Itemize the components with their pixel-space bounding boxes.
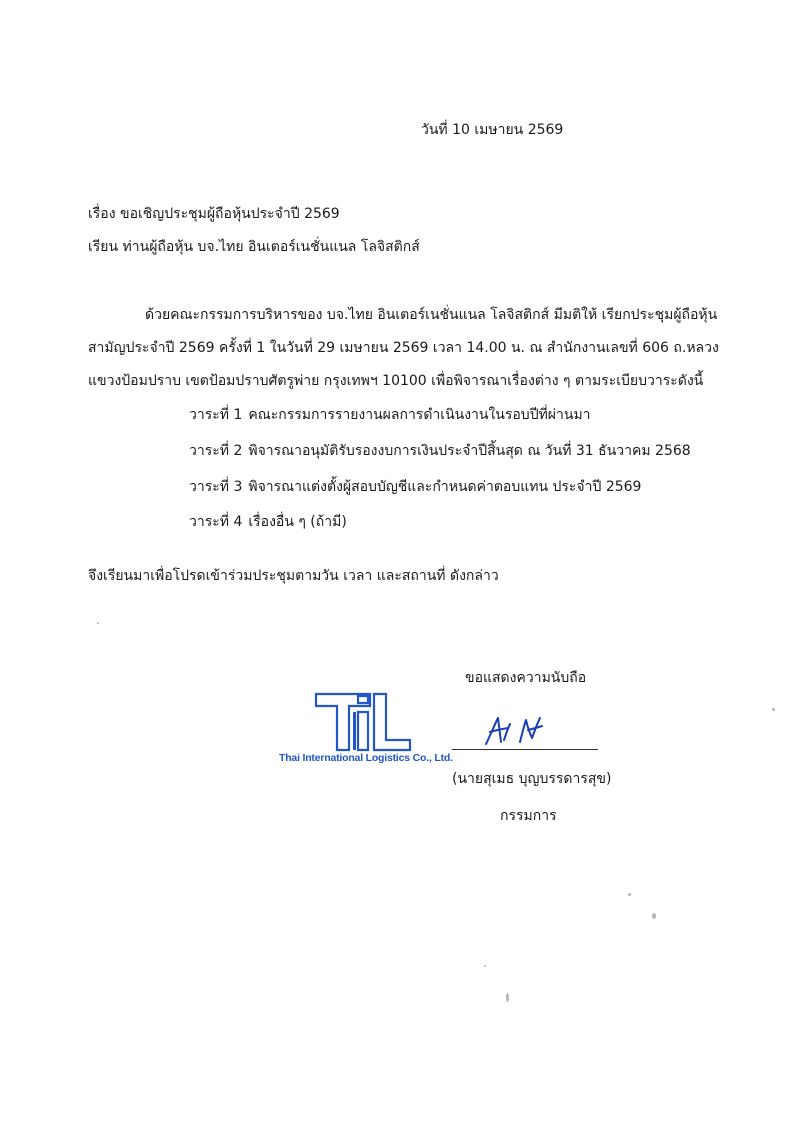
agenda-item xyxy=(189,441,691,461)
body-paragraph-line: แขวงป้อมปราบ เขตป้อมปราบศัตรูพ่าย กรุงเทพฯ 10100 เพื่อพิจารณาเรื่องต่าง ๆ ตามระเบียบวาระดังนี้ xyxy=(88,373,704,389)
closing-sentence: จึงเรียนมาเพื่อโปรดเข้าร่วมประชุมตามวัน เวลา และสถานที่ ดังกล่าว xyxy=(88,568,499,584)
regards-text: ขอแสดงความนับถือ xyxy=(465,670,587,686)
agenda-item xyxy=(189,405,591,425)
agenda-label: วาระที่ 4 xyxy=(189,514,243,530)
body-paragraph-line: สามัญประจำปี 2569 ครั้งที่ 1 ในวันที่ 29 เมษายน 2569 เวลา 14.00 น. ณ สำนักงานเลขที่ 606 ถ.หลวง xyxy=(88,340,719,356)
agenda-label: วาระที่ 3 xyxy=(189,479,243,495)
body-paragraph-line: ด้วยคณะกรรมการบริหารของ บจ.ไทย อินเตอร์เนชั่นแนล โลจิสติกส์ มีมติให้ เรียกประชุมผู้ถือหุ้น xyxy=(145,307,718,323)
company-logo-caption: Thai International Logistics Co., Ltd. xyxy=(279,752,453,764)
agenda-label: วาระที่ 1 xyxy=(189,407,243,423)
signer-title: กรรมการ xyxy=(500,808,557,824)
scan-speck xyxy=(772,708,775,711)
scan-speck xyxy=(628,893,631,896)
scan-speck xyxy=(484,965,486,967)
scan-speck xyxy=(652,913,656,919)
agenda-item xyxy=(189,477,641,497)
agenda-label: วาระที่ 2 xyxy=(189,443,243,459)
agenda-item xyxy=(189,512,347,532)
signature-line xyxy=(452,749,598,750)
handwritten-signature xyxy=(480,712,560,750)
agenda-text: เรื่องอื่น ๆ (ถ้ามี) xyxy=(248,514,347,530)
signer-name: (นายสุเมธ บุญบรรดารสุข) xyxy=(452,771,612,787)
letter-salutation: เรียน ท่านผู้ถือหุ้น บจ.ไทย อินเตอร์เนชั่นแนล โลจิสติกส์ xyxy=(88,239,420,255)
agenda-text: คณะกรรมการรายงานผลการดำเนินงานในรอบปีที่ผ่านมา xyxy=(248,407,591,423)
scan-speck xyxy=(97,622,99,624)
letter-date: วันที่ 10 เมษายน 2569 xyxy=(421,122,564,138)
letter-subject: เรื่อง ขอเชิญประชุมผู้ถือหุ้นประจำปี 2569 xyxy=(88,206,340,222)
agenda-text: พิจารณาแต่งตั้งผู้สอบบัญชีและกำหนดค่าตอบแทน ประจำปี 2569 xyxy=(248,479,642,495)
agenda-text: พิจารณาอนุมัติรับรองงบการเงินประจำปีสิ้นสุด ณ วันที่ 31 ธันวาคม 2568 xyxy=(248,443,691,459)
scan-speck xyxy=(506,993,509,1002)
